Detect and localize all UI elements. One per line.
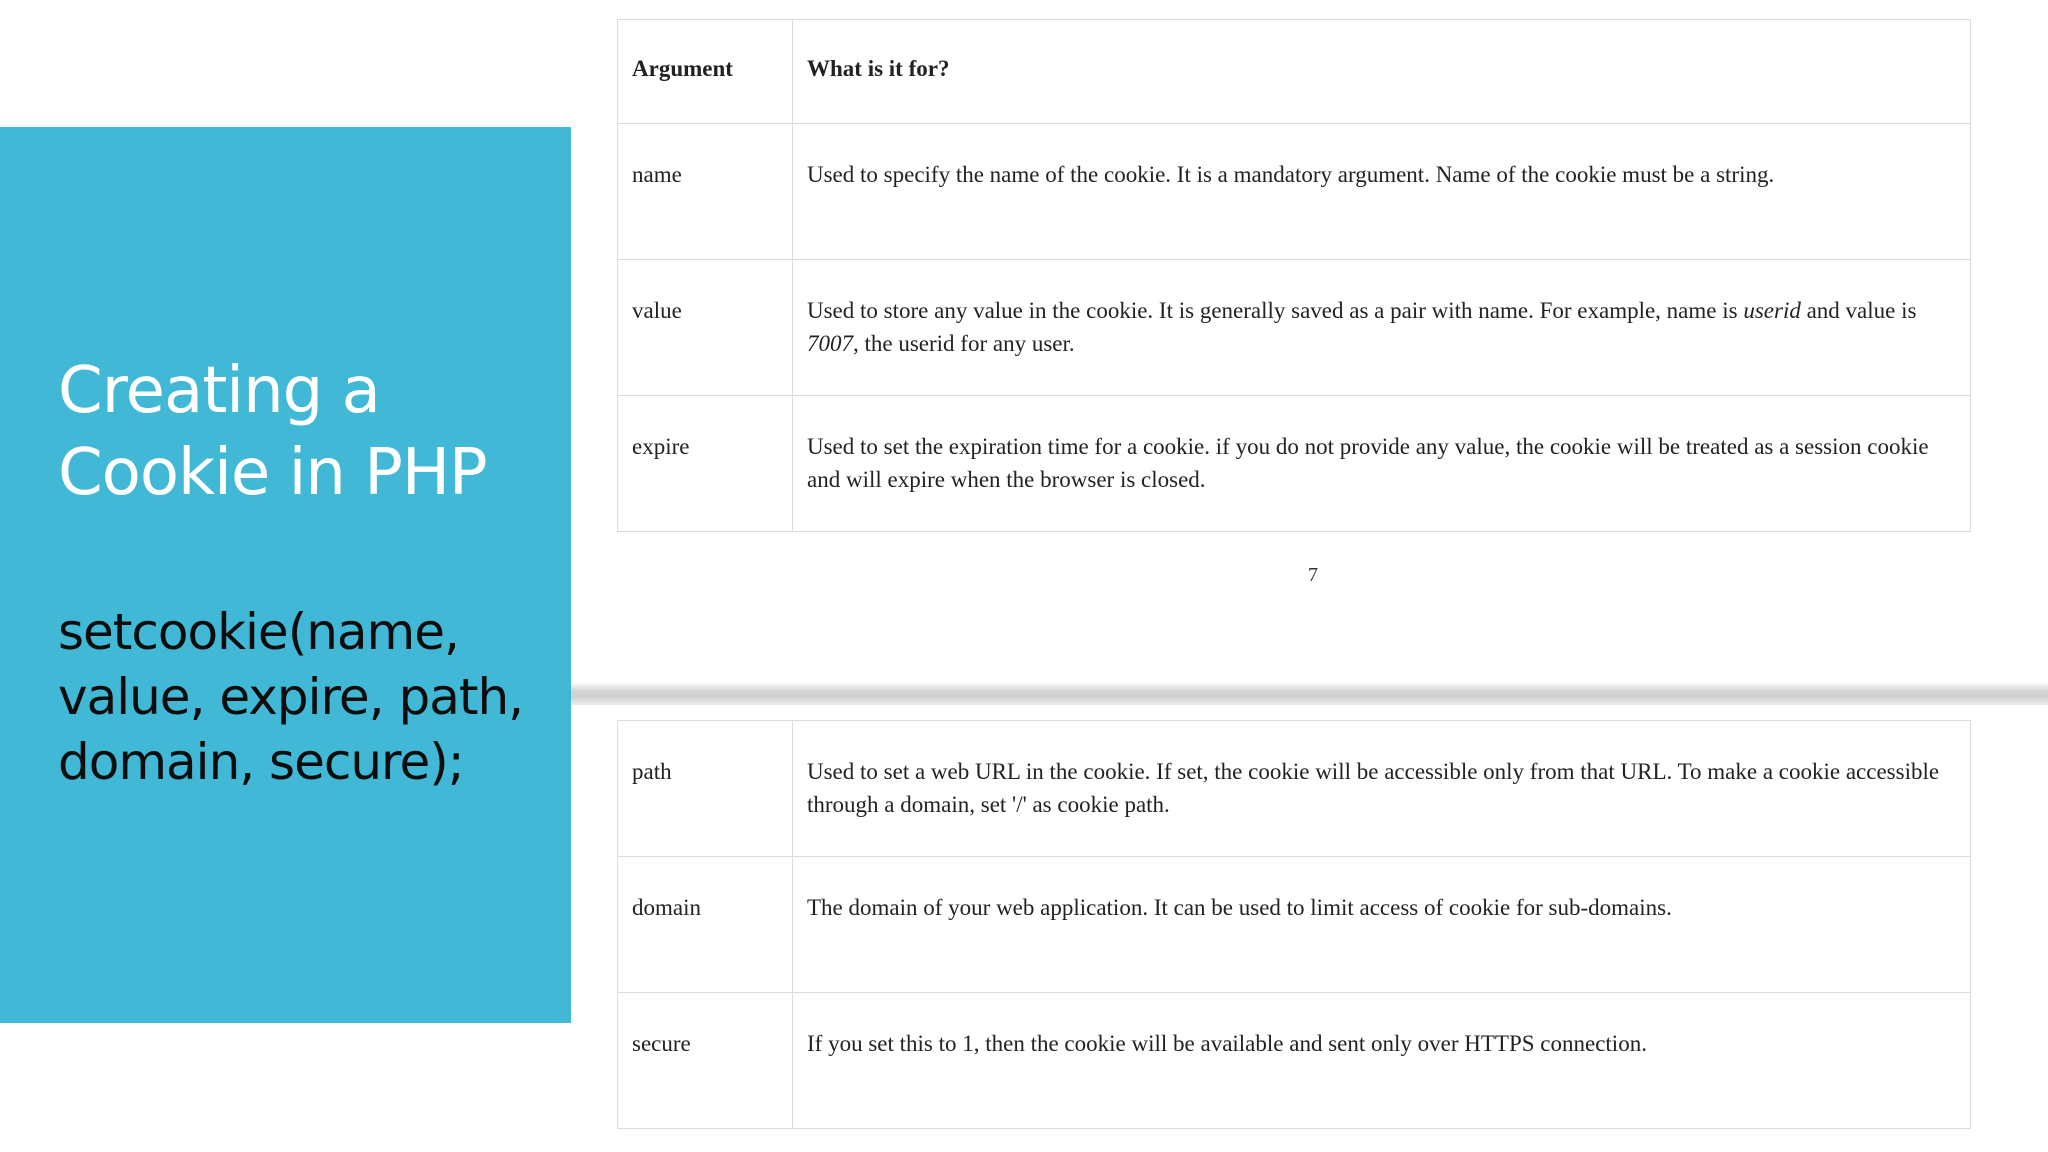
slide-title-line-2: Cookie in PHP bbox=[58, 436, 487, 510]
description-cell: The domain of your web application. It can be used to limit access of cookie for sub-domains. bbox=[793, 857, 1971, 993]
description-cell: Used to set the expiration time for a cookie. if you do not provide any value, the cookie will be treated as a session cookie and will expire when the browser is closed. bbox=[793, 396, 1971, 532]
setcookie-syntax bbox=[58, 600, 568, 795]
table-row bbox=[618, 857, 1971, 993]
description-cell: Used to specify the name of the cookie. It is a mandatory argument. Name of the cookie must be a string. bbox=[793, 124, 1971, 260]
argument-cell: value bbox=[618, 260, 793, 396]
table-row bbox=[618, 260, 1971, 396]
table-row bbox=[618, 721, 1971, 857]
value-desc-after: , the userid for any user. bbox=[853, 331, 1075, 356]
argument-cell: name bbox=[618, 124, 793, 260]
value-desc-before: Used to store any value in the cookie. It is generally saved as a pair with name. For example, name is bbox=[807, 298, 1744, 323]
argument-cell: domain bbox=[618, 857, 793, 993]
arguments-table-page-1 bbox=[617, 19, 1971, 532]
argument-cell: expire bbox=[618, 396, 793, 532]
table-row bbox=[618, 396, 1971, 532]
syntax-line-1: setcookie(name, bbox=[58, 603, 459, 661]
table-row bbox=[618, 993, 1971, 1129]
side-panel bbox=[0, 127, 571, 1023]
argument-cell: path bbox=[618, 721, 793, 857]
value-desc-userid: userid bbox=[1743, 298, 1801, 323]
header-argument: Argument bbox=[618, 20, 793, 124]
slide-title-line-1: Creating a bbox=[58, 354, 380, 428]
page-number: 7 bbox=[1308, 564, 1318, 586]
table-header-row bbox=[618, 20, 1971, 124]
description-cell bbox=[793, 260, 1971, 396]
description-cell: If you set this to 1, then the cookie will be available and sent only over HTTPS connection. bbox=[793, 993, 1971, 1129]
slide-title bbox=[58, 350, 558, 514]
page-separator bbox=[571, 683, 2048, 705]
value-desc-value: 7007 bbox=[807, 331, 853, 356]
header-purpose: What is it for? bbox=[793, 20, 1971, 124]
table-row bbox=[618, 124, 1971, 260]
value-desc-middle: and value is bbox=[1800, 298, 1917, 323]
arguments-table-page-2 bbox=[617, 720, 1971, 1129]
argument-cell: secure bbox=[618, 993, 793, 1129]
syntax-line-3: domain, secure); bbox=[58, 733, 464, 791]
description-cell: Used to set a web URL in the cookie. If set, the cookie will be accessible only from that URL. To make a cookie accessible through a domain, set '/' as cookie path. bbox=[793, 721, 1971, 857]
syntax-line-2: value, expire, path, bbox=[58, 668, 524, 726]
